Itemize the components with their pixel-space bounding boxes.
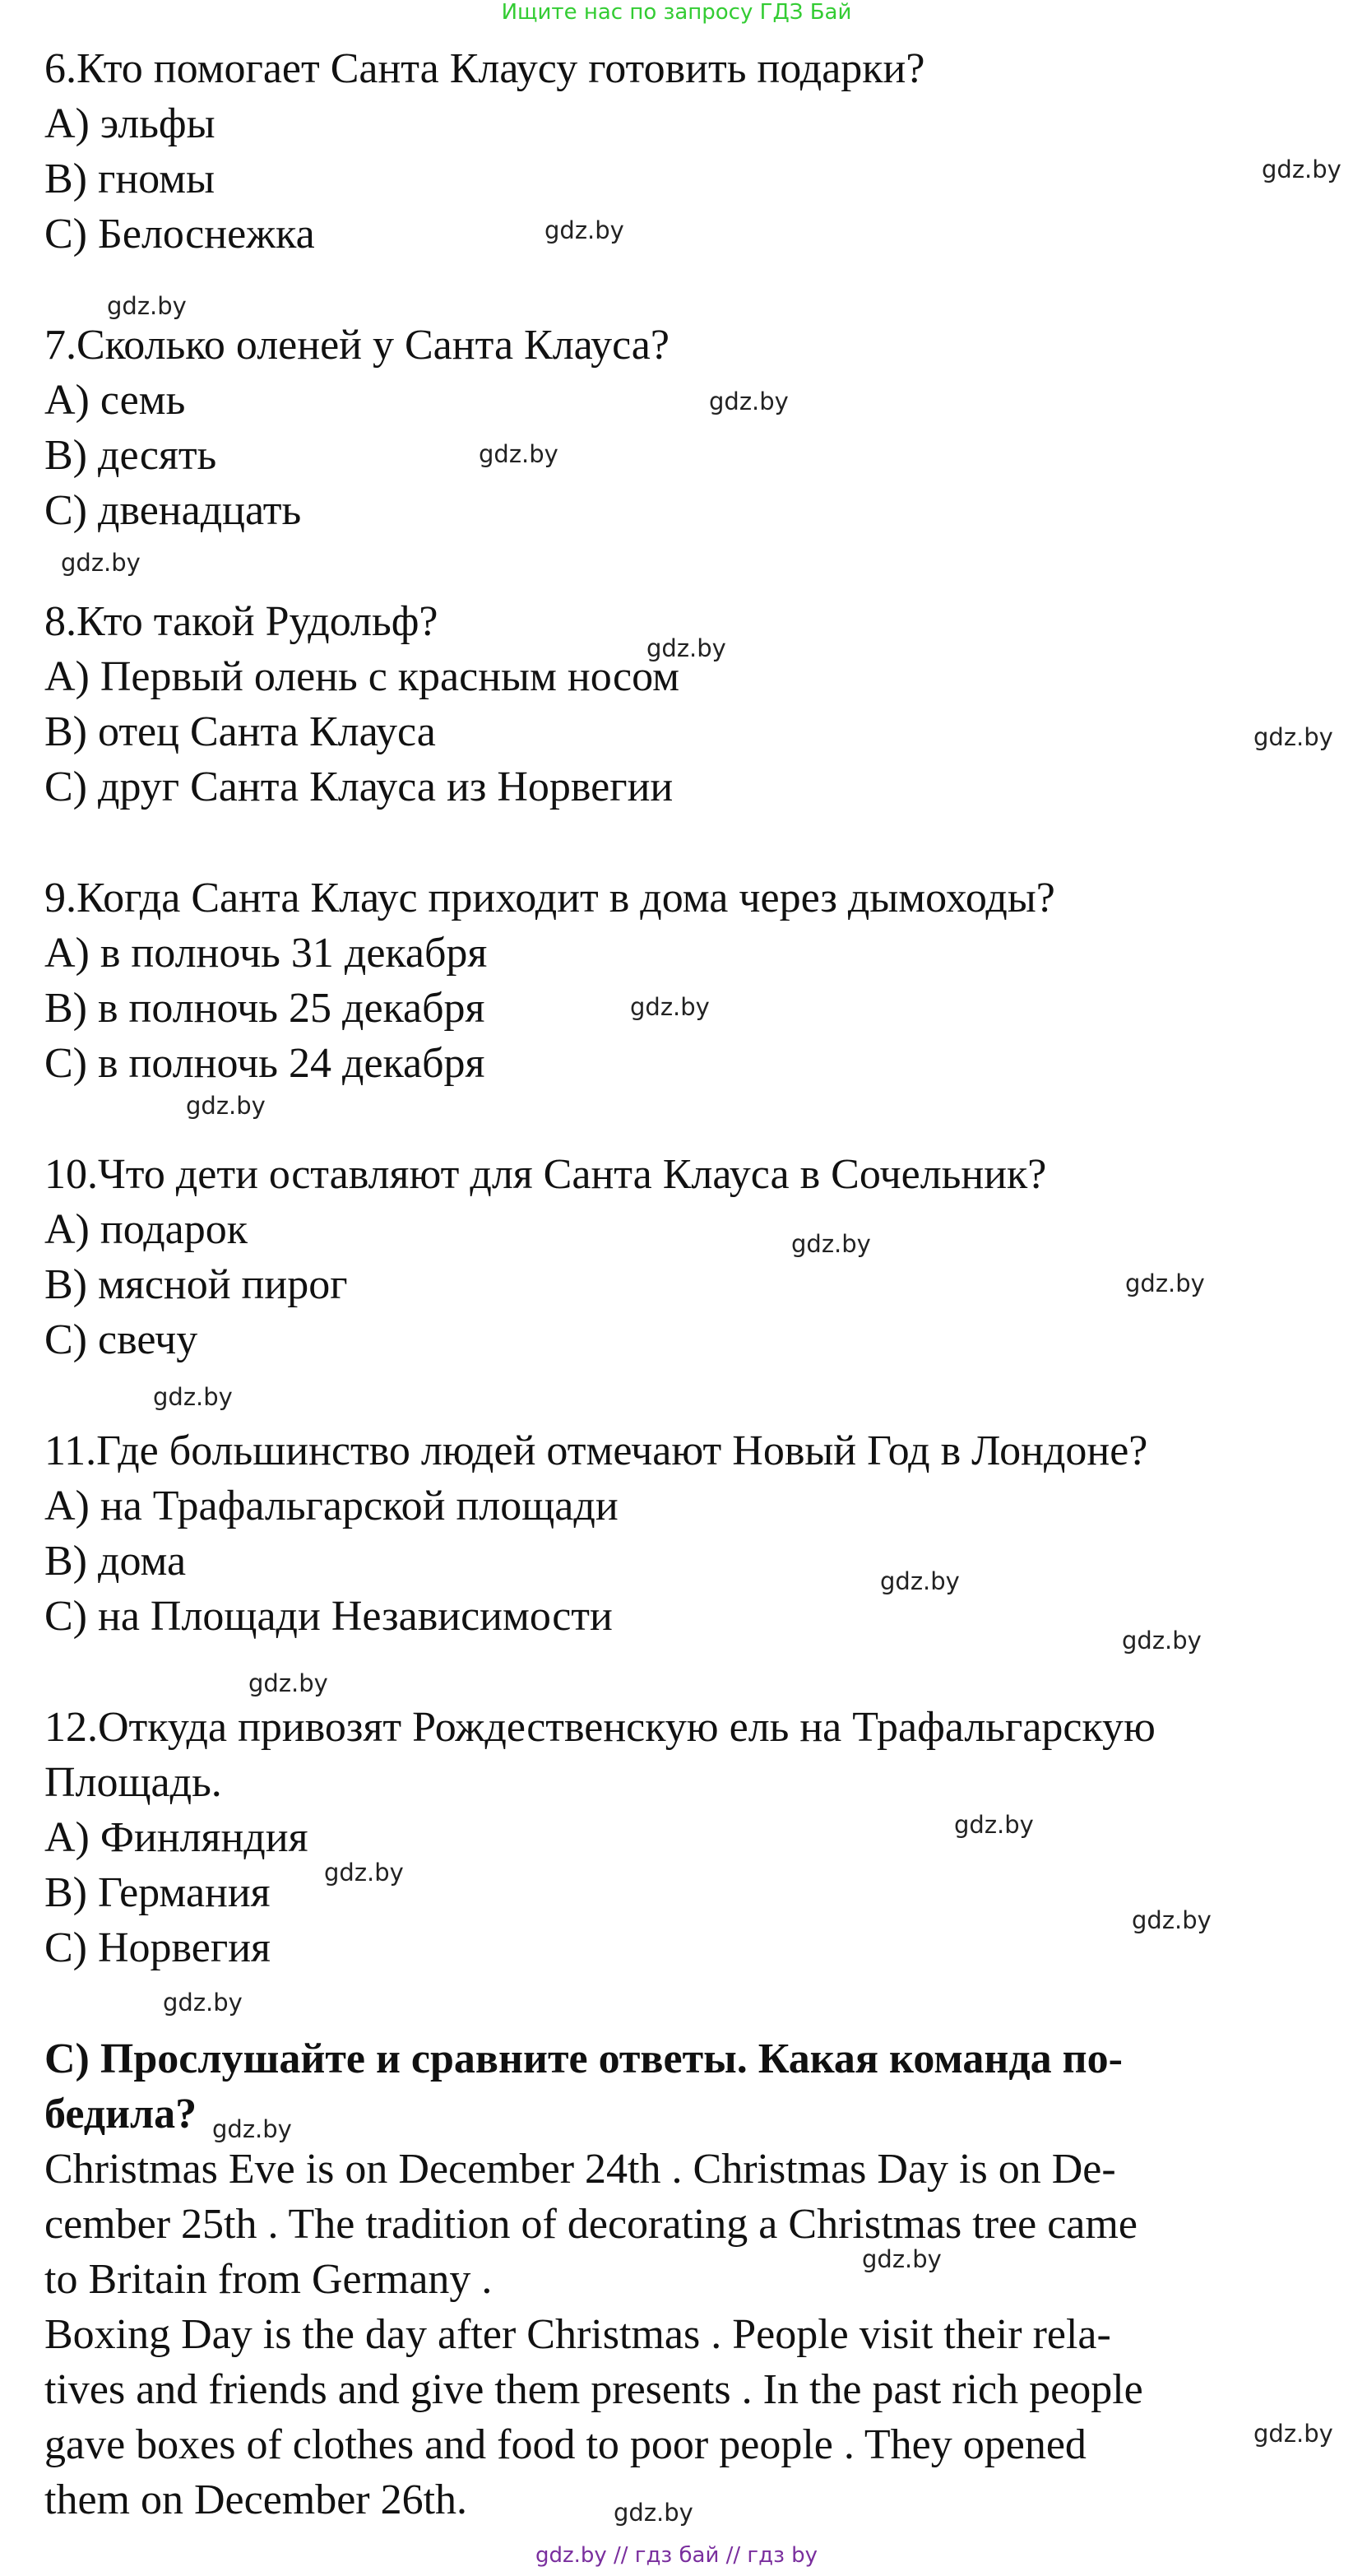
section-c-text-line-4: Boxing Day is the day after Christmas . People visit their rela- [44,2311,1111,2358]
question-11-option-a: A) на Трафальгарской площади [44,1483,619,1529]
question-6-option-c: C) Белоснежка [44,211,315,258]
section-c-heading-line-1: C) Прослушайте и сравните ответы. Какая команда по- [44,2035,1123,2082]
section-c-text-line-7: them on December 26th. [44,2476,468,2523]
question-8-text: 8.Кто такой Рудольф? [44,598,438,645]
watermark: gdz.by [880,1567,960,1595]
section-c-text-line-1: Christmas Eve is on December 24th . Christmas Day is on De- [44,2146,1116,2193]
watermark: gdz.by [1122,1627,1202,1655]
question-12-option-a: A) Финляндия [44,1814,308,1861]
question-7-option-b: B) десять [44,432,217,479]
watermark: gdz.by [862,2245,942,2273]
watermark: gdz.by [1253,723,1333,751]
section-c-text-line-2: cember 25th . The tradition of decorating a Christmas tree came [44,2201,1138,2248]
question-8-option-a: A) Первый олень с красным носом [44,653,680,700]
watermark: gdz.by [61,549,141,577]
question-11-option-b: B) дома [44,1538,187,1585]
watermark: gdz.by [646,634,726,662]
watermark: gdz.by [1253,2420,1333,2448]
section-c-heading-line-2: бедила? [44,2091,197,2137]
question-9-option-c: C) в полночь 24 декабря [44,1040,485,1087]
watermark: gdz.by [212,2115,292,2143]
question-10-option-b: B) мясной пирог [44,1261,348,1308]
question-8-option-b: B) отец Санта Клауса [44,708,436,755]
watermark: gdz.by [954,1811,1034,1839]
watermark: gdz.by [1132,1906,1212,1934]
watermark: gdz.by [186,1092,266,1120]
section-c-text-line-5: tives and friends and give them presents . In the past rich people [44,2366,1143,2413]
watermark: gdz.by [479,440,558,468]
watermark: gdz.by [1262,155,1341,183]
question-9-text: 9.Когда Санта Клаус приходит в дома через дымоходы? [44,875,1055,921]
question-6-option-b: B) гномы [44,155,215,202]
question-6-text: 6.Кто помогает Санта Клаусу готовить подарки? [44,45,925,92]
question-8-option-c: C) друг Санта Клауса из Норвегии [44,764,674,810]
question-10-option-c: C) свечу [44,1316,198,1363]
question-6-option-a: A) эльфы [44,100,215,147]
watermark: gdz.by [630,993,710,1021]
question-9-option-a: A) в полночь 31 декабря [44,930,488,977]
question-12-option-b: B) Германия [44,1869,271,1916]
watermark: gdz.by [1125,1269,1205,1297]
watermark: gdz.by [163,1989,243,2017]
search-banner: Ищите нас по запросу ГДЗ Бай [501,0,852,25]
question-7-option-c: C) двенадцать [44,487,302,534]
watermark: gdz.by [791,1230,871,1258]
watermark: gdz.by [709,388,789,415]
question-11-option-c: C) на Площади Независимости [44,1593,613,1640]
site-footer: gdz.by // гдз бай // гдз by [535,2543,818,2568]
question-7-text: 7.Сколько оленей у Санта Клауса? [44,322,670,369]
question-12-text-line-1: 12.Откуда привозят Рождественскую ель на Трафальгарскую [44,1704,1156,1751]
watermark: gdz.by [544,216,624,244]
section-c-text-line-3: to Britain from Germany . [44,2256,493,2303]
question-10-text: 10.Что дети оставляют для Санта Клауса в Сочельник? [44,1151,1047,1198]
question-9-option-b: B) в полночь 25 декабря [44,985,485,1032]
watermark: gdz.by [324,1859,404,1887]
question-11-text: 11.Где большинство людей отмечают Новый Год в Лондоне? [44,1427,1148,1474]
watermark: gdz.by [107,292,187,320]
watermark: gdz.by [153,1383,233,1411]
section-c-text-line-6: gave boxes of clothes and food to poor people . They opened [44,2421,1087,2468]
watermark: gdz.by [614,2499,693,2527]
question-7-option-a: A) семь [44,377,186,424]
question-10-option-a: A) подарок [44,1206,248,1253]
watermark: gdz.by [248,1669,328,1697]
question-12-option-c: C) Норвегия [44,1924,271,1971]
question-12-text-line-2: Площадь. [44,1759,222,1806]
